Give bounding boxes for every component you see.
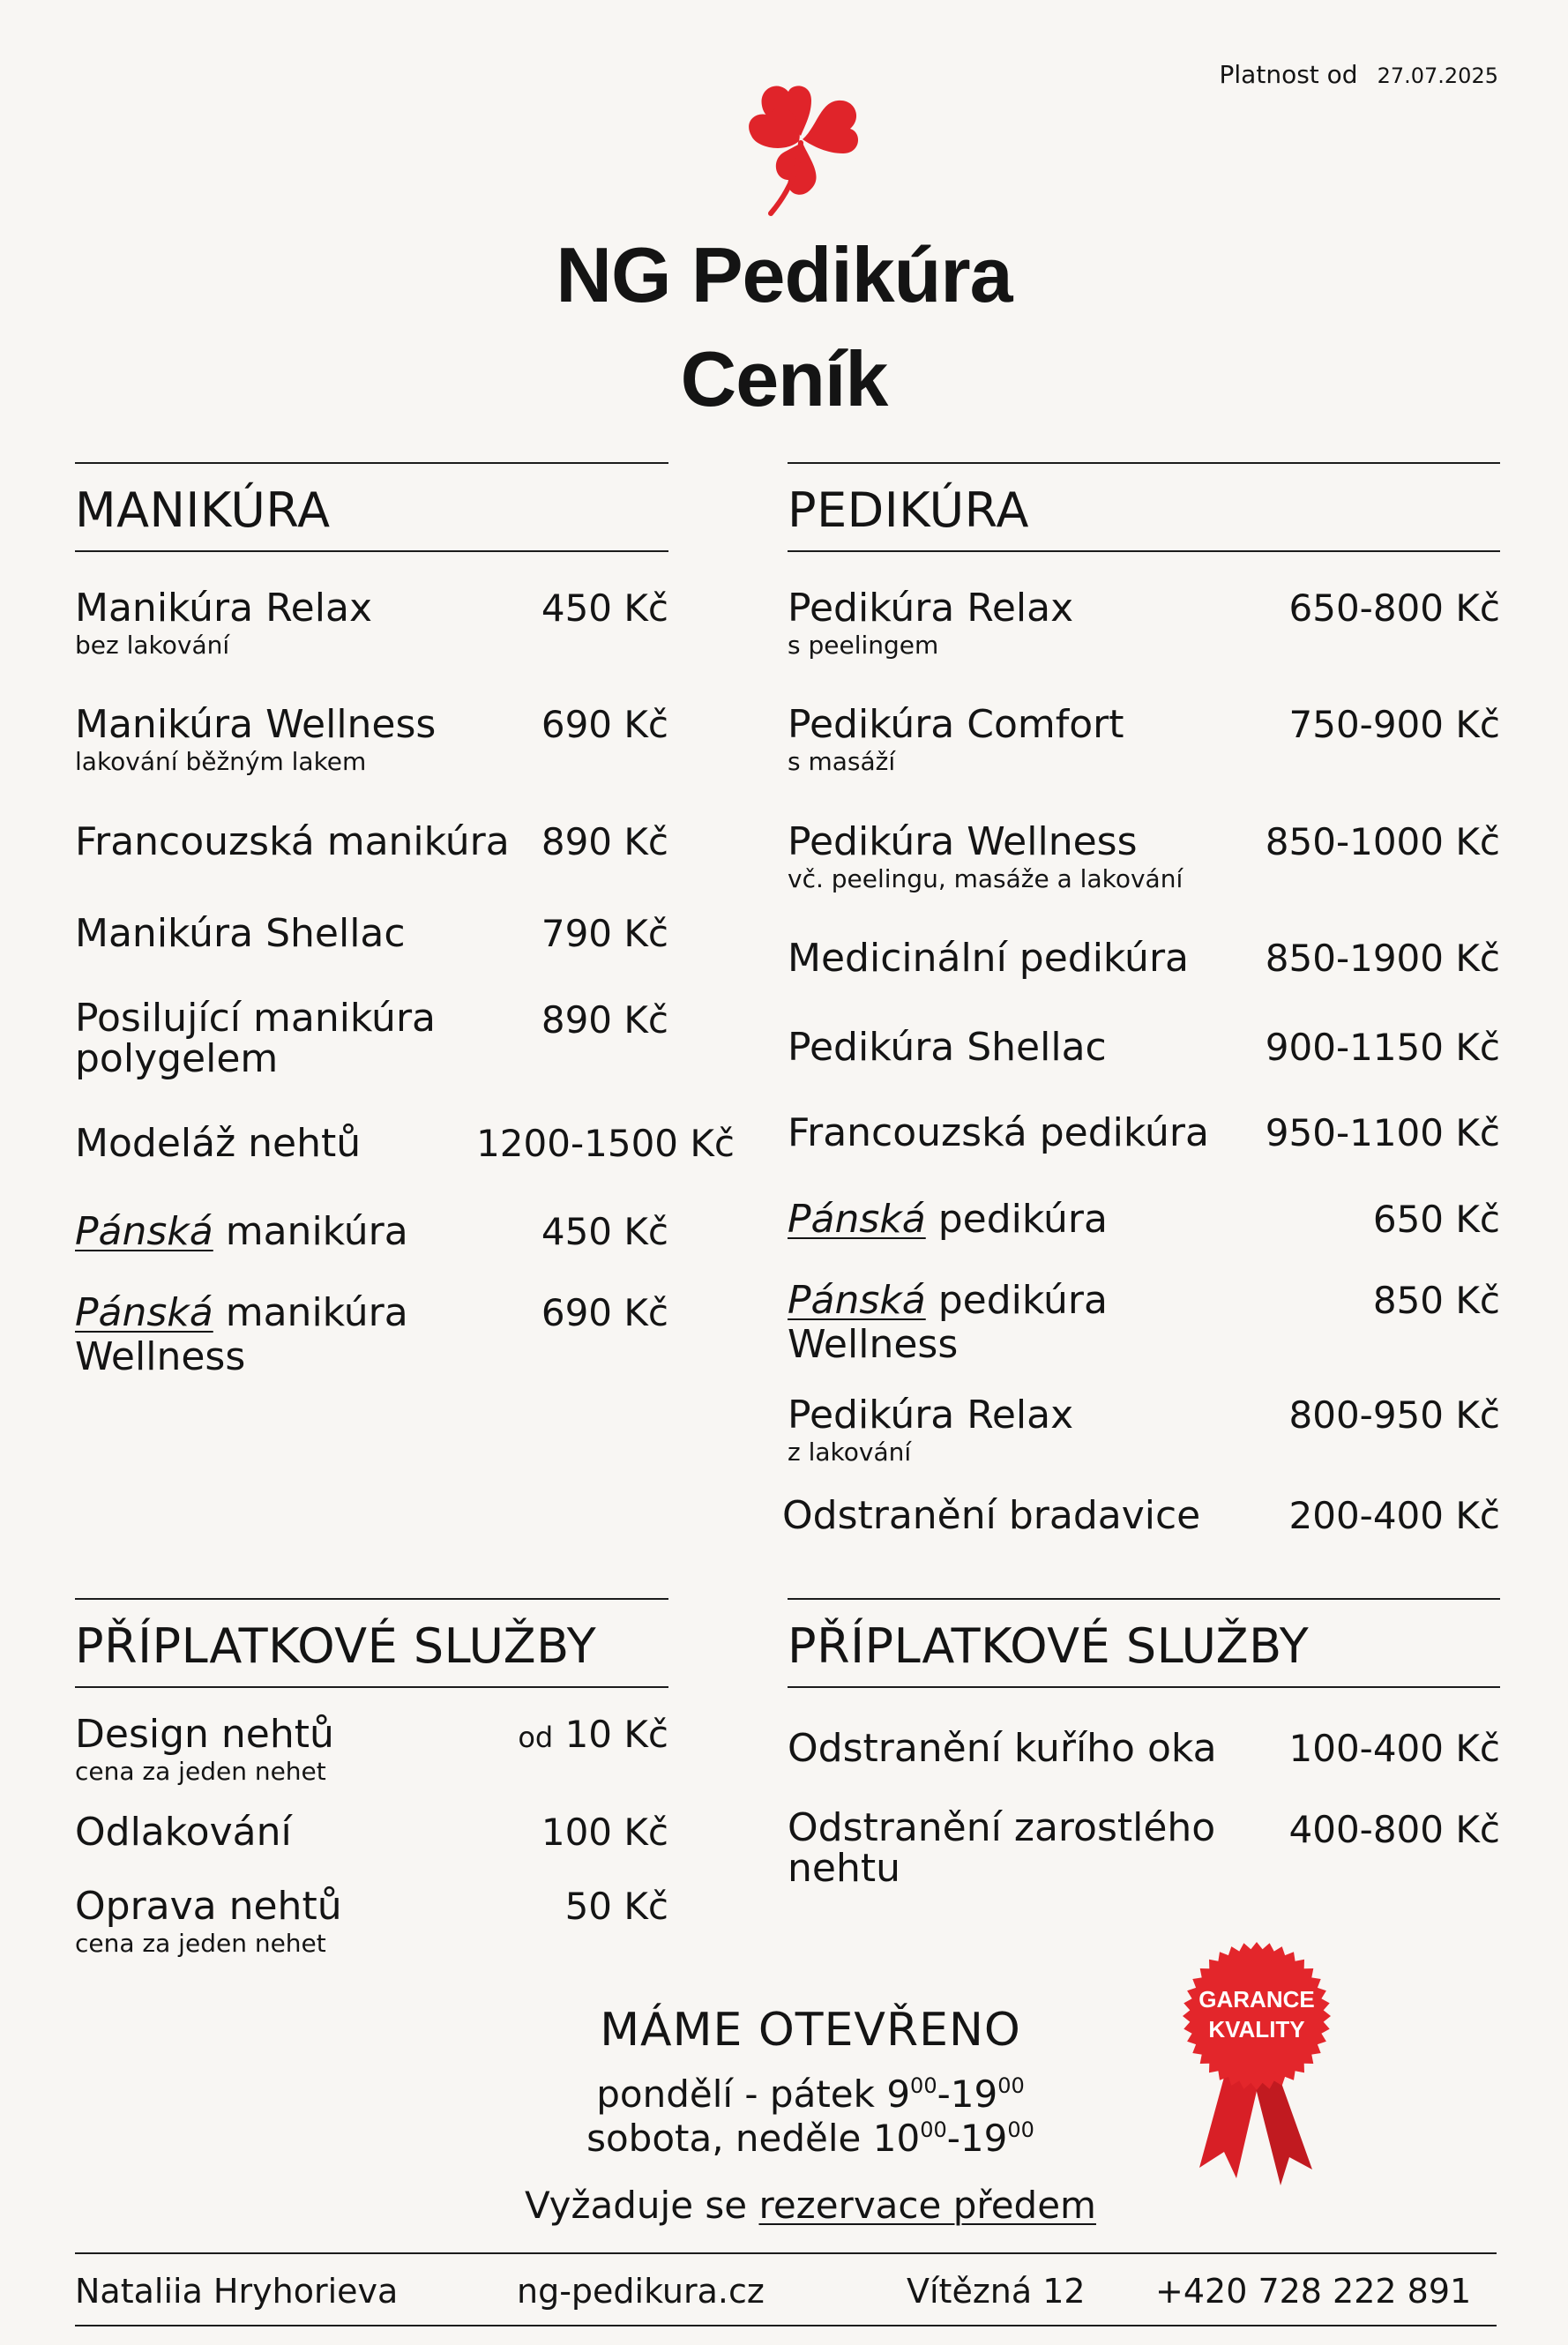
reservation-note — [0, 2184, 1568, 2227]
service-name: Design nehtů — [75, 1712, 334, 1757]
service-price: 950-1100 Kč — [1265, 1111, 1500, 1154]
service-note: cena za jeden nehet — [75, 1929, 326, 1958]
service-name-emphasis: Pánská — [75, 1209, 213, 1254]
footer-name: Nataliia Hryhorieva — [75, 2272, 399, 2311]
service-note: z lakování — [788, 1438, 912, 1467]
service-item — [788, 820, 1500, 892]
service-price: 100 Kč — [541, 1811, 668, 1854]
divider — [75, 1686, 668, 1688]
footer-address: Vítězná 12 — [907, 2272, 1086, 2311]
service-name: Manikúra Shellac — [75, 911, 406, 956]
pedicure-heading: PEDIKÚRA — [788, 482, 1029, 538]
validity-label: Platnost od — [1219, 60, 1358, 89]
service-name-rest: manikúra Wellness — [75, 1290, 408, 1379]
service-name-rest: manikúra — [213, 1209, 408, 1254]
service-item — [75, 703, 668, 775]
weekend-label: sobota, neděle — [586, 2117, 862, 2160]
service-name: Pedikúra Comfort — [788, 702, 1124, 747]
service-name: Oprava nehtů — [75, 1884, 342, 1929]
validity-date: 27.07.2025 — [1377, 63, 1498, 88]
extras-left-heading: PŘÍPLATKOVÉ SLUŽBY — [75, 1618, 597, 1674]
service-item — [75, 1885, 668, 1957]
divider — [75, 2325, 1497, 2326]
validity-info — [1220, 60, 1498, 89]
service-price: 900-1150 Kč — [1265, 1026, 1500, 1069]
footer-website[interactable]: ng-pedikura.cz — [517, 2272, 765, 2311]
service-price: 450 Kč — [541, 1210, 668, 1253]
extras-right-heading: PŘÍPLATKOVÉ SLUŽBY — [788, 1618, 1310, 1674]
service-note: cena za jeden nehet — [75, 1757, 326, 1786]
badge-line2: KVALITY — [1208, 2016, 1305, 2043]
page-title: NG Pedikúra — [556, 231, 1012, 318]
service-name — [788, 1279, 1176, 1367]
service-item — [75, 1122, 735, 1166]
service-price: 1200-1500 Kč — [476, 1122, 735, 1165]
service-name: Odlakování — [75, 1810, 292, 1855]
divider — [788, 550, 1500, 552]
service-item — [788, 1198, 1500, 1242]
service-name: Odstranění bradavice — [782, 1493, 1201, 1538]
service-name: Odstranění kuřího oka — [788, 1726, 1217, 1771]
service-price: 750-900 Kč — [1288, 703, 1500, 746]
divider — [75, 462, 668, 464]
service-price — [518, 1713, 668, 1759]
weekend-to-hour: 19 — [959, 2117, 1008, 2160]
service-item — [75, 998, 668, 1079]
divider — [75, 550, 668, 552]
page-subtitle: Ceník — [680, 335, 888, 422]
service-name: Posilující manikúra polygelem — [75, 996, 436, 1081]
service-item — [75, 1811, 668, 1855]
weekend-to-min: 00 — [1007, 2117, 1034, 2142]
opening-title: MÁME OTEVŘENO — [600, 2004, 1021, 2057]
service-note: lakování běžným lakem — [75, 747, 367, 776]
service-name — [75, 1291, 463, 1379]
weekend-from-min: 00 — [920, 2117, 947, 2142]
service-note: s masáží — [788, 747, 896, 776]
service-price: 690 Kč — [541, 703, 668, 746]
service-price: 890 Kč — [541, 998, 668, 1042]
weekdays-to-hour: 19 — [950, 2072, 998, 2116]
service-price: 450 Kč — [541, 586, 668, 630]
service-price: 50 Kč — [564, 1885, 668, 1928]
service-name: Odstranění zarostlého nehtu — [788, 1805, 1216, 1891]
price-value: 10 Kč — [564, 1713, 668, 1756]
clover-icon — [739, 81, 870, 222]
service-price: 790 Kč — [541, 912, 668, 955]
badge-line1: GARANCE — [1198, 1986, 1315, 2013]
service-name: Manikúra Relax — [75, 586, 372, 631]
divider — [788, 1686, 1500, 1688]
service-item — [788, 1805, 1500, 1891]
service-note: vč. peelingu, masáže a lakování — [788, 864, 1183, 893]
divider — [75, 2252, 1497, 2254]
service-item — [788, 1727, 1500, 1771]
service-name-rest: pedikúra — [925, 1197, 1108, 1242]
service-name-rest: pedikúra Wellness — [788, 1278, 1108, 1367]
service-price: 890 Kč — [541, 820, 668, 863]
service-name: Francouzská manikúra — [75, 819, 510, 864]
service-item — [788, 1279, 1500, 1367]
reservation-link[interactable]: rezervace předem — [758, 2184, 1096, 2227]
service-item — [788, 586, 1500, 659]
service-price: 400-800 Kč — [1288, 1808, 1500, 1851]
dash: - — [946, 2117, 960, 2160]
service-price: 850 Kč — [1372, 1279, 1500, 1322]
service-name-emphasis: Pánská — [788, 1197, 926, 1242]
service-item — [75, 1291, 668, 1379]
service-item — [75, 820, 668, 864]
manicure-heading: MANIKÚRA — [75, 482, 331, 538]
price-prefix: od — [518, 1721, 554, 1754]
service-item — [75, 586, 668, 659]
service-item — [788, 1026, 1500, 1070]
service-name: Manikúra Wellness — [75, 702, 437, 747]
service-name: Francouzská pedikúra — [788, 1110, 1209, 1155]
service-name: Modeláž nehtů — [75, 1121, 362, 1166]
service-note: bez lakování — [75, 631, 230, 660]
weekdays-to-min: 00 — [997, 2073, 1025, 2098]
service-note: s peelingem — [788, 631, 939, 660]
quality-rosette-icon — [1173, 1938, 1340, 2185]
reservation-prefix: Vyžaduje se — [525, 2184, 748, 2227]
service-price: 850-1900 Kč — [1265, 937, 1500, 980]
weekdays-label: pondělí - pátek — [596, 2072, 875, 2116]
service-price: 200-400 Kč — [1288, 1494, 1500, 1537]
divider — [788, 462, 1500, 464]
service-name: Medicinální pedikúra — [788, 936, 1189, 981]
weekdays-from-min: 00 — [910, 2073, 937, 2098]
divider — [788, 1598, 1500, 1600]
footer-phone[interactable]: +420 728 222 891 — [1155, 2272, 1472, 2311]
service-item — [788, 1393, 1500, 1466]
service-item — [75, 1713, 668, 1785]
service-name-emphasis: Pánská — [788, 1278, 926, 1323]
service-item — [788, 1111, 1500, 1155]
service-name: Pedikúra Relax — [788, 1393, 1074, 1438]
service-name: Pedikúra Shellac — [788, 1025, 1107, 1070]
service-price: 100-400 Kč — [1288, 1727, 1500, 1770]
service-item — [788, 703, 1500, 775]
service-item — [75, 1210, 668, 1254]
service-item — [75, 912, 668, 956]
service-price: 650-800 Kč — [1288, 586, 1500, 630]
divider — [75, 1598, 668, 1600]
weekend-from-hour: 10 — [872, 2117, 921, 2160]
service-price: 850-1000 Kč — [1265, 820, 1500, 863]
weekdays-from-hour: 9 — [886, 2072, 911, 2116]
service-price: 650 Kč — [1372, 1198, 1500, 1241]
service-name-emphasis: Pánská — [75, 1290, 213, 1335]
service-item — [788, 937, 1500, 981]
service-item — [782, 1494, 1500, 1538]
service-name: Pedikúra Wellness — [788, 819, 1138, 864]
service-price: 800-950 Kč — [1288, 1393, 1500, 1437]
service-name: Pedikúra Relax — [788, 586, 1074, 631]
dash: - — [937, 2072, 951, 2116]
service-price: 690 Kč — [541, 1291, 668, 1334]
